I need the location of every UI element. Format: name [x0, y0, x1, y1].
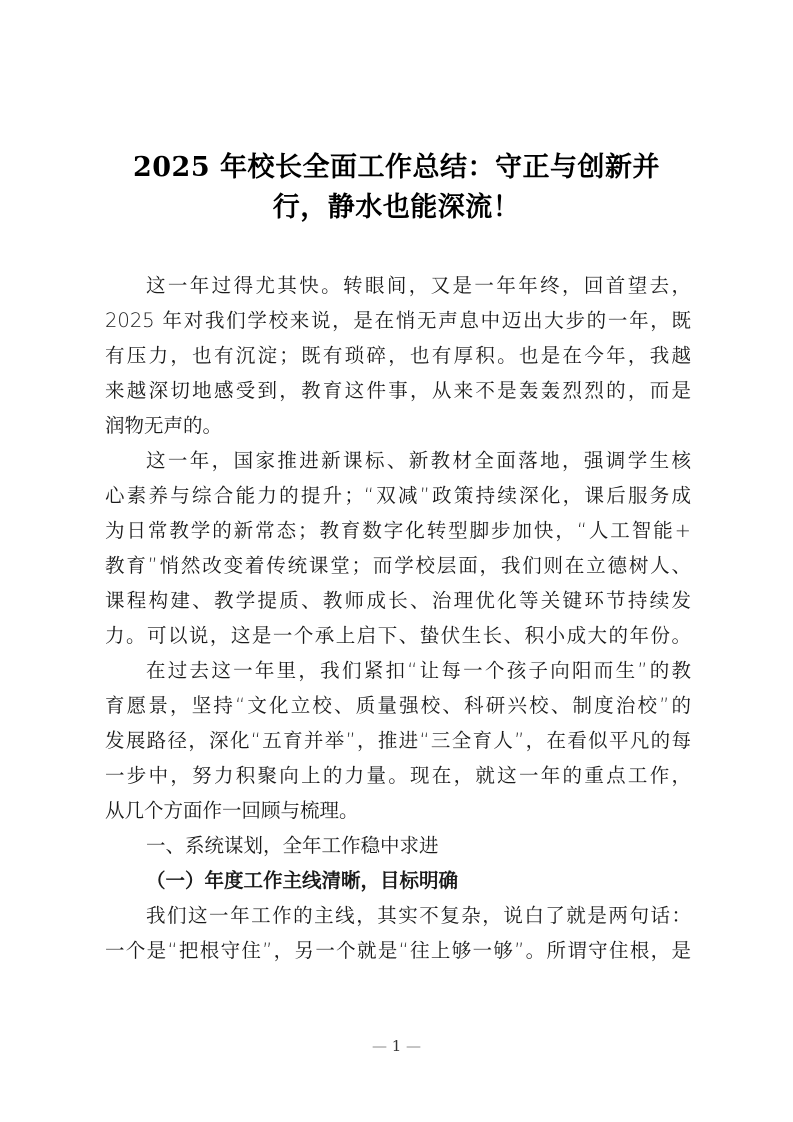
body-line: 在过去这一年里，我们紧扣“让每一个孩子向阳而生”的教 — [146, 659, 691, 682]
body-text — [105, 268, 691, 968]
subsection-heading: （一）年度工作主线清晰，目标明确 — [146, 869, 459, 892]
body-line: 为日常教学的新常态；教育数字化转型脚步加快，“人工智能+ — [105, 519, 691, 542]
body-line: 发展路径，深化“五育并举”，推进“三全育人”，在看似平凡的每 — [105, 729, 691, 752]
body-line: 润物无声的。 — [105, 414, 223, 437]
page-number-dash-left: — — [371, 1037, 387, 1055]
body-line: 课程构建、教学提质、教师成长、治理优化等关键环节持续发 — [105, 589, 691, 612]
body-line: 教育”悄然改变着传统课堂；而学校层面，我们则在立德树人、 — [105, 554, 691, 577]
body-line: 从几个方面作一回顾与梳理。 — [105, 799, 359, 822]
body-line: 来越深切地感受到，教育这件事，从来不是轰轰烈烈的，而是 — [105, 379, 691, 402]
body-line: 有压力，也有沉淀；既有琐碎，也有厚积。也是在今年，我越 — [105, 344, 691, 367]
section-heading: 一、系统谋划，全年工作稳中求进 — [146, 834, 439, 857]
title-line-2: 行，静水也能深流！ — [272, 192, 521, 223]
body-line: 一个是“把根守住”，另一个就是“往上够一够”。所谓守住根，是 — [105, 939, 691, 962]
body-line: 这一年过得尤其快。转眼间，又是一年年终，回首望去， — [146, 274, 691, 297]
body-line: 心素养与综合能力的提升；“双减”政策持续深化，课后服务成 — [105, 484, 691, 507]
body-line: 2025 年对我们学校来说，是在悄无声息中迈出大步的一年，既 — [105, 309, 691, 332]
body-line: 力。可以说，这是一个承上启下、蛰伏生长、积小成大的年份。 — [105, 624, 691, 647]
page-number-dash-right: — — [406, 1037, 422, 1055]
body-line: 这一年，国家推进新课标、新教材全面落地，强调学生核 — [146, 449, 691, 472]
body-line: 我们这一年工作的主线，其实不复杂，说白了就是两句话： — [146, 904, 691, 927]
title-line-1: 2025 年校长全面工作总结：守正与创新并 — [132, 152, 661, 183]
body-line: 一步中，努力积聚向上的力量。现在，就这一年的重点工作， — [105, 764, 691, 787]
page-number-value: 1 — [391, 1037, 402, 1055]
page-number — [0, 1037, 793, 1055]
body-line: 育愿景，坚持“文化立校、质量强校、科研兴校、制度治校”的 — [105, 694, 691, 717]
document-title — [100, 148, 693, 228]
